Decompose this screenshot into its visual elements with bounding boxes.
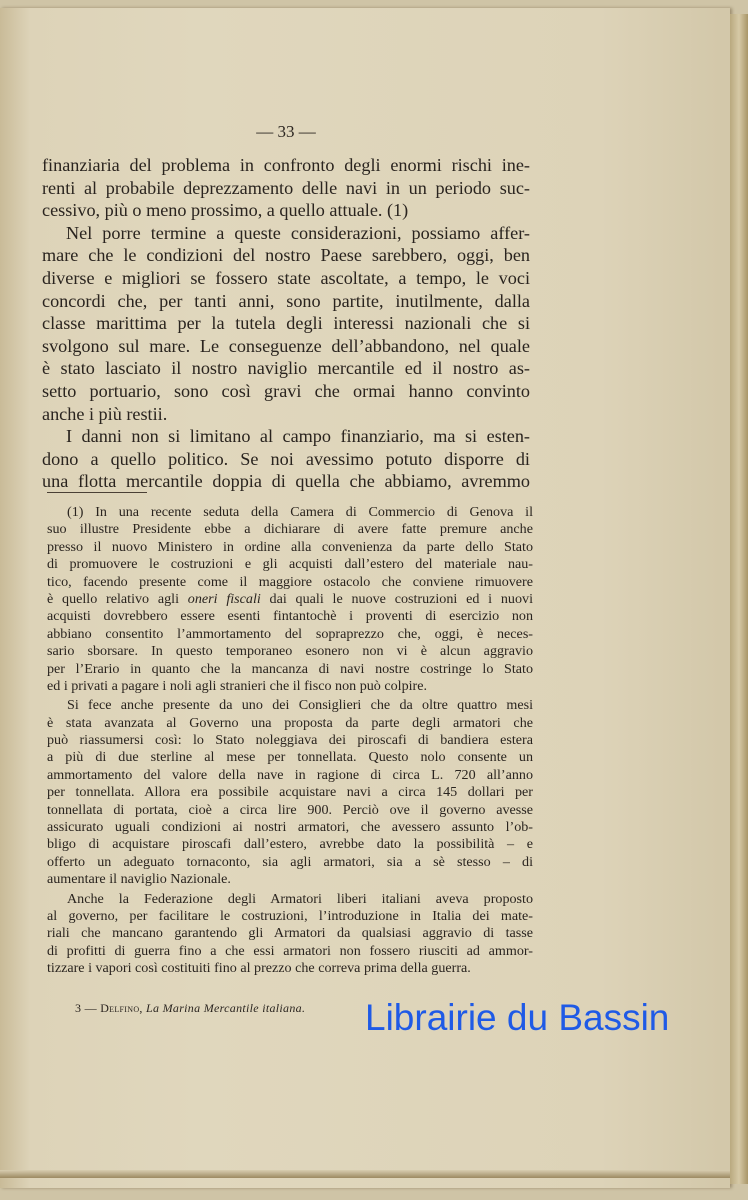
main-text xyxy=(42,154,530,493)
body-text-line: dono a quello politico. Se noi avessimo potuto disporre di xyxy=(42,448,530,469)
footnote-divider xyxy=(47,492,147,493)
footnote-line: suo illustre Presidente ebbe a dichiarare di avere fatte premure anche xyxy=(47,521,533,538)
body-text-paragraph xyxy=(42,154,530,222)
text-segment: è quello relativo agli xyxy=(47,590,188,607)
body-text-line: è stato lasciato il nostro naviglio mercantile ed il nostro as- xyxy=(42,358,530,379)
text-segment: dai quali le nuove costruzioni ed i nuovi xyxy=(260,590,533,607)
footnote-line: aumentare il naviglio Nazionale. xyxy=(47,871,231,888)
body-text-line: anche i più restii. xyxy=(42,403,168,424)
body-text-line: setto portuario, sono così gravi che ormai hanno convinto xyxy=(42,380,530,401)
footnote-paragraph xyxy=(47,504,533,695)
footnote-line: ammortamento del valore della nave in ragione di circa L. 720 all’anno xyxy=(47,766,533,783)
footer-separator: , xyxy=(139,1001,147,1015)
footnote-text xyxy=(47,504,533,980)
footnote-line: a più di due sterline al mese per tonnellata. Questo nolo consente un xyxy=(47,749,533,766)
page-bottom-edge xyxy=(0,1170,730,1178)
page-stack-edge xyxy=(730,14,748,1184)
footnote-line: è stata avanzata al Governo una proposta da parte degli armatori che xyxy=(47,714,533,731)
body-text-line: svolgono sul mare. Le conseguenze dell’abbandono, nel quale xyxy=(42,335,530,356)
body-text-line: una flotta mercantile doppia di quella che abbiamo, avremmo xyxy=(42,471,530,492)
body-text-paragraph xyxy=(42,222,530,425)
footnote-line: acquisti dovrebbero essere esenti fintantochè i proventi di esercizio non xyxy=(47,608,533,625)
footnote-paragraph xyxy=(47,697,533,888)
footnote-line: assicurato uguali condizioni ai nostri armatori, che avessero assunto l’ob- xyxy=(47,819,533,836)
footer-title: La Marina Mercantile italiana. xyxy=(146,1001,306,1015)
footnote-line: sario sborsare. In questo temporaneo esonero non vi è alcun aggravio xyxy=(47,643,533,660)
footnote-line: riali che mancano garantendo gli Armatori da qualsiasi aggravio di tasse xyxy=(47,925,533,942)
footnote-line: presso il nuovo Ministero in ordine alla convenienza da parte dello Stato xyxy=(47,538,533,555)
signature-mark: 3 — xyxy=(75,1001,101,1015)
page-footer xyxy=(75,1001,305,1016)
footnote-line: può riassumersi così: lo Stato noleggiava dei piroscafi di bandiera estera xyxy=(47,732,533,749)
body-text-line: finanziaria del problema in confronto degli enormi rischi ine- xyxy=(42,155,530,175)
footnote-line: per tonnellata. Allora era possibile acquistare navi a circa 145 dollari per xyxy=(47,784,533,801)
footnote-line: tico, facendo presente come il maggiore ostacolo che conviene rimuovere xyxy=(47,573,533,590)
footnote-paragraph xyxy=(47,891,533,978)
footnote-line xyxy=(47,591,533,608)
footnote-line: (1) In una recente seduta della Camera di Commercio di Genova il xyxy=(67,504,533,520)
body-text-line: Nel porre termine a queste considerazioni, possiamo affer- xyxy=(66,222,530,243)
body-text-paragraph xyxy=(42,425,530,493)
footnote-line: al governo, per facilitare le costruzioni, l’introduzione in Italia dei mate- xyxy=(47,907,533,924)
footnote-line: tonnellata di portata, cioè a circa lire 900. Perciò ove il governo avesse xyxy=(47,801,533,818)
footnote-line: di profitti di guerra fino a che essi armatori non fossero riusciti ad ammor- xyxy=(47,942,533,959)
italic-term: oneri fiscali xyxy=(187,590,261,607)
footnote-line: per l’Erario in quanto che la mancanza di navi nostre costringe lo Stato xyxy=(47,660,533,677)
body-text-line: concordi che, per tanti anni, sono partite, inutilmente, dalla xyxy=(42,290,530,311)
body-text-line: diverse e migliori se fossero state ascoltate, a tempo, le voci xyxy=(42,267,530,288)
footnote-line: Si fece anche presente da uno dei Consiglieri che da oltre quattro mesi xyxy=(67,697,533,714)
footnote-line: tizzare i vapori così costituiti fino al prezzo che correva prima della guerra. xyxy=(47,960,471,977)
footnote-line: offerto un adeguato tornaconto, sia agli armatori, sia a sè stesso – di xyxy=(47,853,533,870)
body-text-line: mare che le condizioni del nostro Paese sarebbero, oggi, ben xyxy=(42,245,530,266)
body-text-line: cessivo, più o meno prossimo, a quello attuale. (1) xyxy=(42,200,409,221)
footnote-line: bligo di acquistare piroscafi dall’estero, avrebbe dato la possibilità – e xyxy=(47,836,533,853)
footnote-line: Anche la Federazione degli Armatori liberi italiani aveva proposto xyxy=(67,890,533,907)
footnote-line: ed i privati a pagare i noli agli stranieri che il fisco non può colpire. xyxy=(47,677,428,694)
footer-author: Delfino xyxy=(100,1001,140,1015)
body-text-line: renti al probabile deprezzamento delle navi in un periodo suc- xyxy=(42,177,530,198)
footnote-line: abbiano consentito l’ammortamento del sopraprezzo che, oggi, è neces- xyxy=(47,625,533,642)
body-text-line: I danni non si limitano al campo finanziario, ma si esten- xyxy=(66,426,530,447)
footnote-line: di promuovere le costruzioni e gli acquisti dall’estero del materiale nau- xyxy=(47,556,533,573)
watermark: Librairie du Bassin xyxy=(365,997,670,1038)
body-text-line: classe marittima per la tutela degli interessi nazionali che si xyxy=(42,313,530,334)
page-number: — 33 — xyxy=(256,122,316,141)
